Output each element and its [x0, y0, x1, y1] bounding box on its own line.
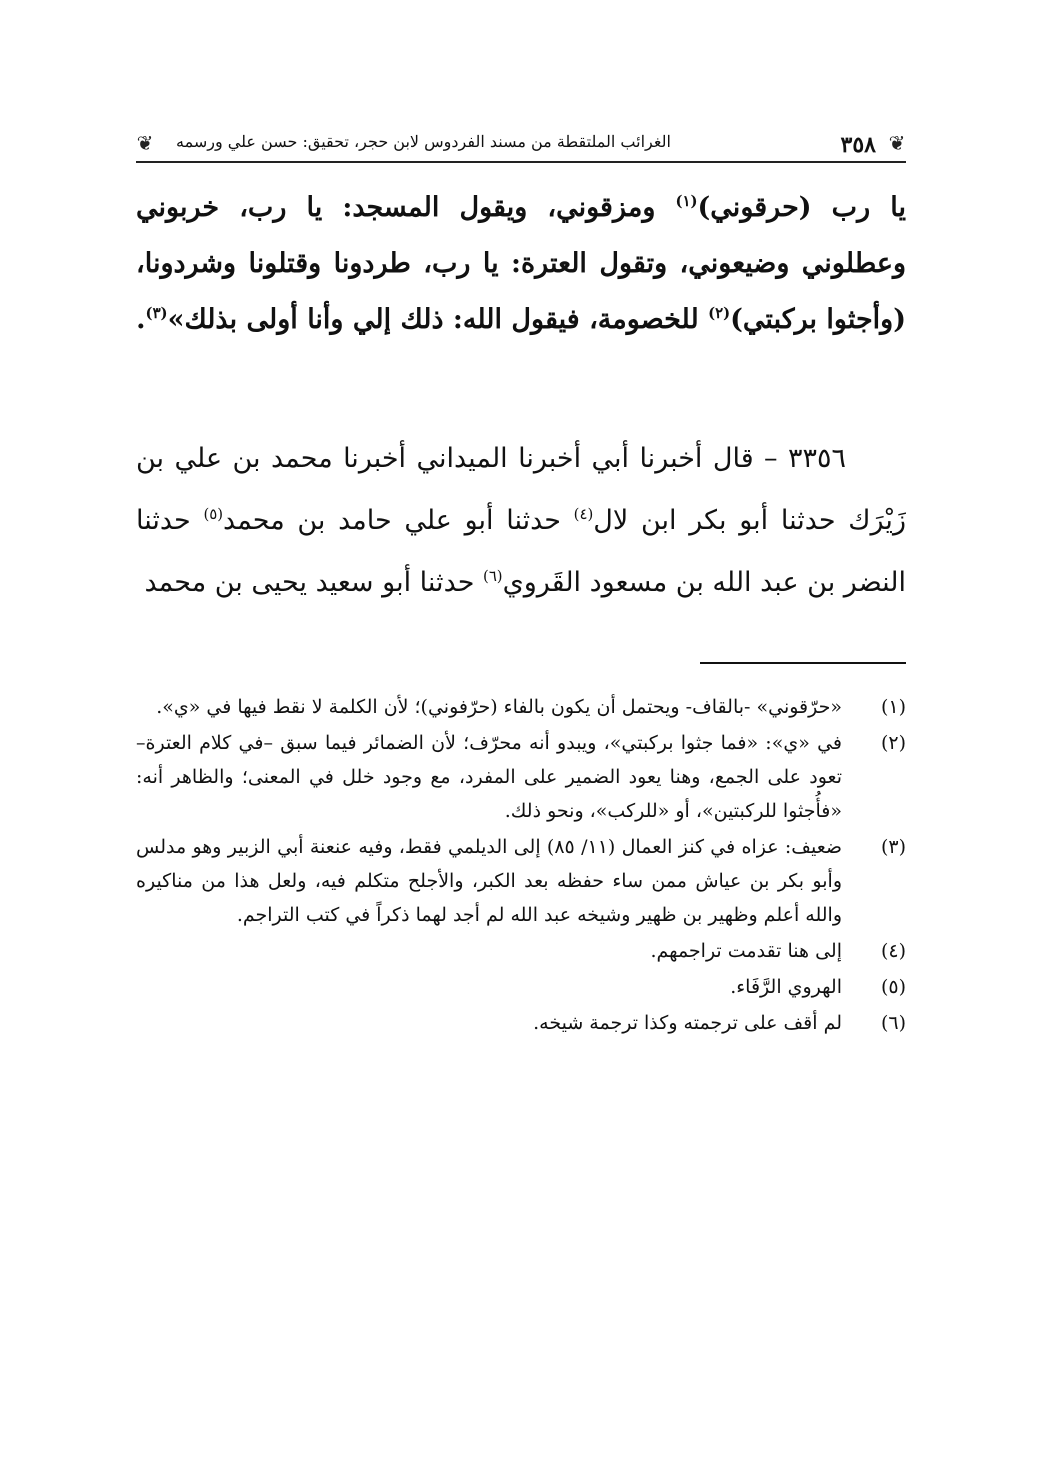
- footnote-text: إلى هنا تقدمت تراجمهم.: [650, 940, 842, 962]
- main-text: [136, 180, 906, 614]
- page-header: [136, 124, 906, 162]
- page-number: ٣٥٨: [840, 132, 876, 158]
- footnote-ref[interactable]: (٢): [708, 304, 731, 322]
- footnote-6: [136, 1006, 906, 1040]
- footnotes: [136, 690, 906, 1042]
- header-rule: [136, 161, 906, 163]
- ornament-icon: ❦: [136, 131, 154, 155]
- footnote-number: (٥): [880, 976, 906, 998]
- footnote-number: (٣): [880, 836, 906, 858]
- footnote-5: [136, 970, 906, 1004]
- footnote-2: [136, 726, 906, 828]
- footnote-ref[interactable]: (١): [675, 192, 698, 210]
- footnote-number: (٤): [880, 940, 906, 962]
- footnote-number: (٦): [880, 1012, 906, 1034]
- footnote-separator: [700, 662, 906, 664]
- paragraph-hadith-3356: ٣٣٥٦ – قال أخبرنا أبي أخبرنا الميداني أخبرنا محمد بن علي بن زَيْرَك حدثنا أبو بكر ابن لال$^{(٤)}$ حدثنا أبو علي حامد بن محمد$^{(٥)}$ حدثنا النضر بن عبد الله بن مسعود القَروي$^{(٦)}$ حدثنا أبو سعيد يحيى بن محمد: [136, 443, 906, 598]
- footnote-1: [136, 690, 906, 724]
- footnote-number: (٢): [880, 732, 906, 754]
- paragraph-hadith-end: يا رب (حرقوني)$^{(١)}$ ومزقوني، ويقول المسجد: يا رب، خربوني وعطلوني وضيعوني، وتقول العترة: يا رب، طردونا وقتلونا وشردونا، (وأجثوا بركبتي)$^{(٢)}$ للخصومة، فيقول الله: ذلك إلي وأنا أولى بذلك»$^{(٣)}$.: [136, 192, 906, 335]
- running-title: الغرائب الملتقطة من مسند الفردوس لابن حجر، تحقيق: حسن علي ورسمه: [176, 132, 671, 151]
- footnote-text: لم أقف على ترجمته وكذا ترجمة شيخه.: [533, 1012, 842, 1034]
- ornament-icon: ❦: [888, 131, 906, 155]
- footnote-ref[interactable]: (٦): [483, 567, 503, 585]
- footnote-text: الهروي الرَّفَاء.: [730, 976, 842, 998]
- footnote-ref[interactable]: (٤): [573, 505, 594, 523]
- footnote-3: [136, 830, 906, 932]
- footnote-ref[interactable]: (٥): [203, 505, 224, 523]
- footnote-text: «حرّقوني» -بالقاف- ويحتمل أن يكون بالفاء (حرّفوني)؛ لأن الكلمة لا نقط فيها في «ي».: [156, 696, 842, 718]
- footnote-number: (١): [880, 696, 906, 718]
- footnote-4: [136, 934, 906, 968]
- footnote-ref[interactable]: (٣): [145, 304, 168, 322]
- footnote-text: في «ي»: «فما جثوا بركبتي»، ويبدو أنه محرّف؛ لأن الضمائر فيما سبق –في كلام العترة– تعود على الجمع، وهنا يعود الضمير على المفرد، مع وجود خلل في المعنى؛ والظاهر أنه: «فأُجثوا للركبتين»، أو «للركب»، ونحو ذلك.: [136, 732, 842, 822]
- footnote-text: ضعيف: عزاه في كنز العمال (١١/ ٨٥) إلى الديلمي فقط، وفيه عنعنة أبي الزبير وهو مدلس وأبو بكر بن عياش ممن ساء حفظه بعد الكبر، والأجلح متكلم فيه، ولعل هذا من مناكيره والله أعلم وظهير بن ظهير وشيخه عبد الله لم أجد لهما ذكراً في كتب التراجم.: [136, 836, 842, 926]
